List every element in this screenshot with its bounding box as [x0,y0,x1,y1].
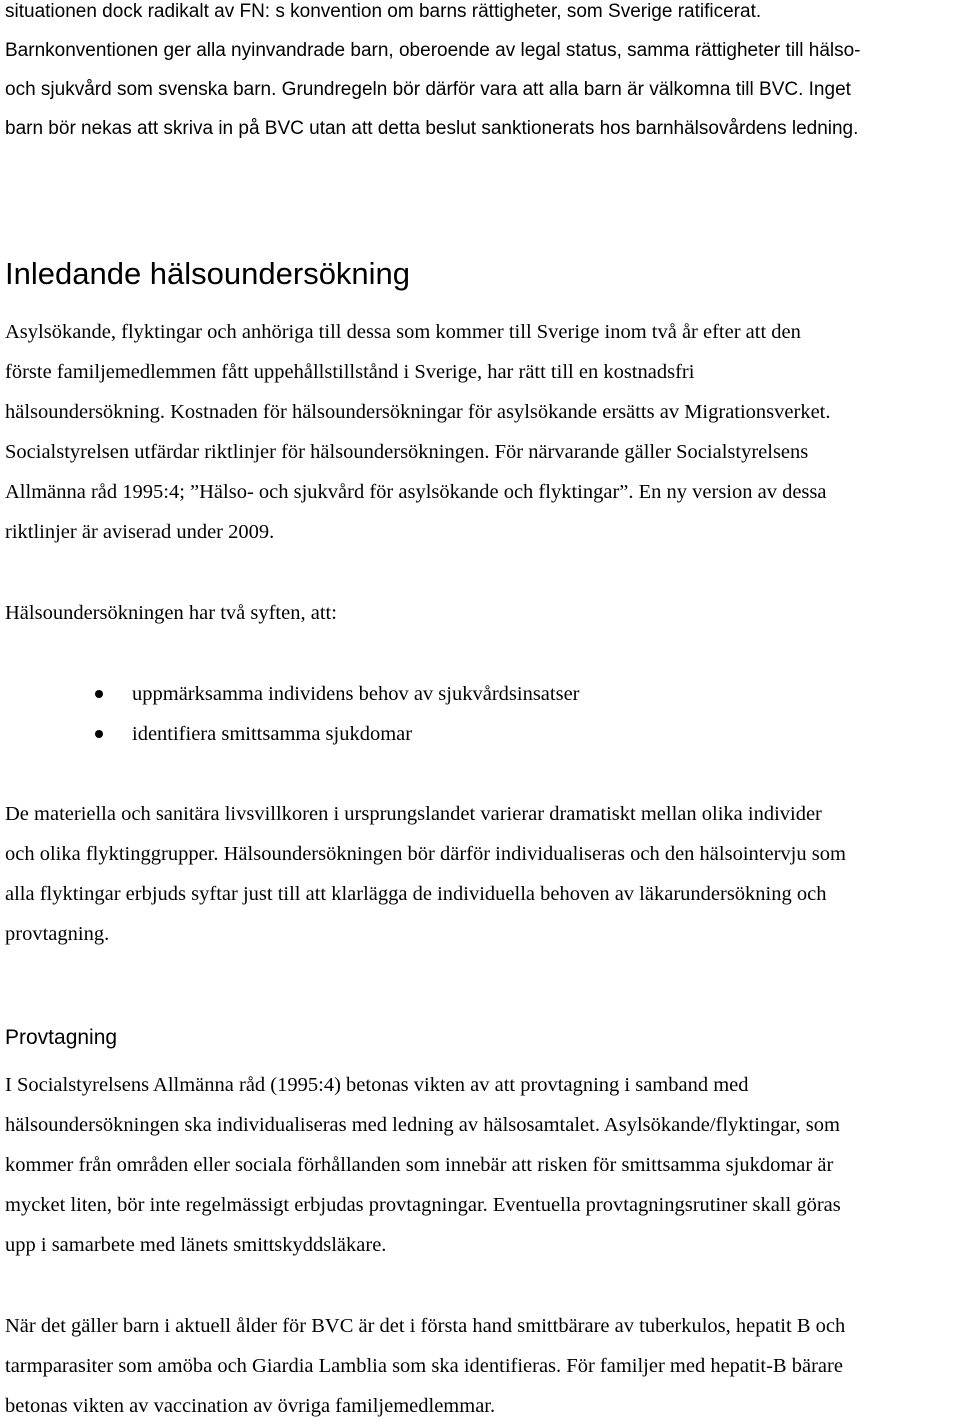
paragraph-line: provtagning. [5,923,110,945]
intro-line: och sjukvård som svenska barn. Grundregeln bör därför vara att alla barn är välkomna till BVC. Inget [5,79,851,100]
bullet-icon [95,730,103,738]
section-heading-inledande: Inledande hälsoundersökning [5,256,411,291]
paragraph-line: förste familjemedlemmen fått uppehållstillstånd i Sverige, har rätt till en kostnadsfri [5,361,695,383]
paragraph-line: betonas vikten av vaccination av övriga familjemedlemmar. [5,1395,496,1417]
paragraph-line: kommer från områden eller sociala förhållanden som innebär att risken för smittsamma sjukdomar är [5,1154,834,1176]
list-item [5,674,955,714]
paragraph-line: mycket liten, bör inte regelmässigt erbjudas provtagningar. Eventuella provtagningsrutiner skall göras [5,1194,841,1216]
paragraph-line: riktlinjer är aviserad under 2009. [5,521,275,543]
bullet-icon [95,690,103,698]
paragraph-line: De materiella och sanitära livsvillkoren i ursprungslandet varierar dramatiskt mellan olika individer [5,803,822,825]
section1-paragraph-2 [5,593,955,633]
section2-paragraph-2 [5,1306,955,1426]
section2-paragraph-1 [5,1065,955,1265]
paragraph-line: och olika flyktinggrupper. Hälsoundersökningen bör därför individualiseras och den hälsointervju som [5,843,846,865]
intro-line: Barnkonventionen ger alla nyinvandrade barn, oberoende av legal status, samma rättigheter till hälso- [5,40,861,61]
paragraph-line: tarmparasiter som amöba och Giardia Lamblia som ska identifieras. För familjer med hepatit-B bärare [5,1355,843,1377]
paragraph-line: alla flyktingar erbjuds syftar just till att klarlägga de individuella behoven av läkarundersökning och [5,883,827,905]
list-item [5,714,955,754]
intro-paragraph [5,0,955,148]
section1-paragraph-3 [5,794,955,954]
paragraph-line: hälsoundersökning. Kostnaden för hälsoundersökningar för asylsökande ersätts av Migrationsverket. [5,401,831,423]
section1-paragraph-1 [5,312,955,552]
intro-line: barn bör nekas att skriva in på BVC utan att detta beslut sanktionerats hos barnhälsovårdens ledning. [5,118,859,139]
paragraph-line: Asylsökande, flyktingar och anhöriga till dessa som kommer till Sverige inom två år efter att den [5,321,801,343]
list-item-text: uppmärksamma individens behov av sjukvårdsinsatser [132,683,580,705]
intro-line: situationen dock radikalt av FN: s konvention om barns rättigheter, som Sverige ratificerat. [5,1,762,22]
section-heading-provtagning: Provtagning [5,1026,118,1049]
paragraph-line: I Socialstyrelsens Allmänna råd (1995:4) betonas vikten av att provtagning i samband med [5,1074,749,1096]
paragraph-line: upp i samarbete med länets smittskyddsläkare. [5,1234,387,1256]
paragraph-line: Socialstyrelsen utfärdar riktlinjer för hälsoundersökningen. För närvarande gäller Socialstyrelsens [5,441,809,463]
paragraph-line: Hälsoundersökningen har två syften, att: [5,602,337,624]
paragraph-line: När det gäller barn i aktuell ålder för BVC är det i första hand smittbärare av tuberkulos, hepatit B och [5,1315,846,1337]
purpose-bullet-list [5,674,955,754]
list-item-text: identifiera smittsamma sjukdomar [132,723,413,745]
paragraph-line: hälsoundersökningen ska individualiseras med ledning av hälsosamtalet. Asylsökande/flyktingar, som [5,1114,840,1136]
paragraph-line: Allmänna råd 1995:4; ”Hälso- och sjukvård för asylsökande och flyktingar”. En ny version av dessa [5,481,827,503]
